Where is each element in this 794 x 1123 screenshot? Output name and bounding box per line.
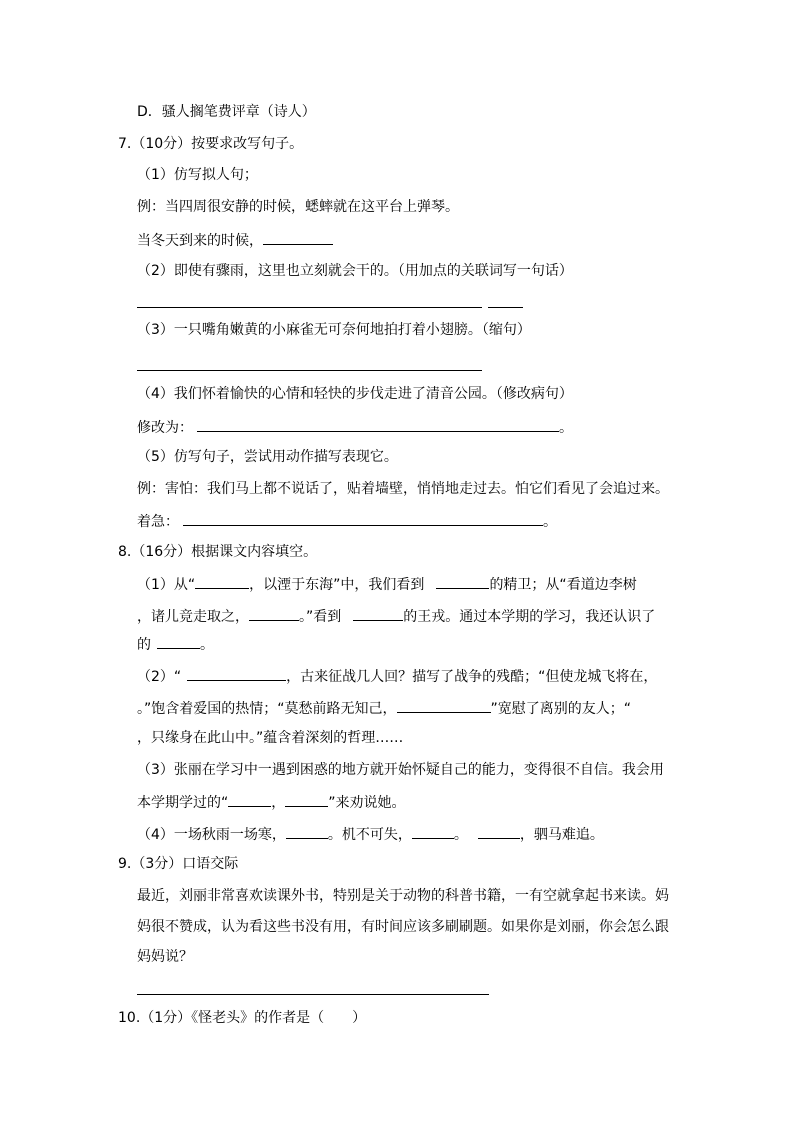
q7-p1-line [137,231,333,247]
q7-p1-label: （1）仿写拟人句； [137,167,258,183]
q7-p1-prompt: 当冬天到来的时候， [137,233,263,249]
period: 。 [559,420,573,436]
q6-option-d: D．骚人搁笔费评章（诗人） [137,104,316,120]
answer-blank[interactable] [157,635,200,649]
q8-p3-line2 [137,793,406,809]
answer-blank[interactable] [195,575,249,589]
text: 的精卫；从“看道边李树 [489,577,637,593]
answer-line[interactable] [137,370,482,371]
text: 的 [137,637,151,653]
q8-p2-line2 [137,699,631,715]
q7-p5-line [137,512,557,528]
q8-p2-line1 [137,667,657,683]
text: ”宽慰了离别的友人；“ [490,701,632,717]
period: 。 [543,514,557,530]
q7-p2-label: （2）即使有骤雨，这里也立刻就会干的。（用加点的关联词写一句话） [137,263,573,279]
text: ，诸儿竞走取之， [137,609,249,625]
q8-p2-line3: ，只缘身在此山中。”蕴含着深刻的哲理…… [137,730,404,746]
text: 。 [200,637,214,653]
q7-p5-prompt: 着急： [137,514,179,530]
text: ， [271,795,286,811]
q9-title: 9.（3分）口语交际 [118,856,239,872]
q7-p5-example: 例：害怕：我们马上都不说话了，贴着墙壁，悄悄地走过去。怕它们看见了会追过来。 [137,481,669,497]
text: （4）一场秋雨一场寒， [137,827,286,843]
answer-blank[interactable] [228,793,271,807]
answer-blank[interactable] [249,607,299,621]
answer-line[interactable] [488,307,523,308]
answer-blank[interactable] [285,793,328,807]
answer-blank[interactable] [412,825,454,839]
q8-p3-line1: （3）张丽在学习中一遇到困惑的地方就开始怀疑自己的能力，变得很不自信。我会用 [137,762,664,778]
answer-line[interactable] [137,307,482,308]
q7-p4-prompt: 修改为： [137,420,193,436]
answer-blank[interactable] [286,825,328,839]
q9-paragraph-line3: 妈妈说？ [137,949,193,965]
q7-p4-label: （4）我们怀着愉快的心情和轻快的步伐走进了清音公园。（修改病句） [137,386,573,402]
text: ，以湮于东海”中，我们看到 [249,577,425,593]
text: （1）从“ [137,577,196,593]
q8-p1-line1 [137,575,637,591]
answer-blank[interactable] [397,699,491,713]
q9-paragraph-line2: 妈很不赞成，认为看这些书没有用，有时间应该多刷刷题。如果你是刘丽，你会怎么跟 [137,919,669,935]
text: 。”饱含着爱国的热情；“莫愁前路无知己， [137,701,397,717]
q8-p1-line3 [137,635,214,651]
q7-p3-label: （3）一只嘴角嫩黄的小麻雀无可奈何地拍打着小翅膀。（缩句） [137,322,531,338]
answer-blank[interactable] [197,418,559,432]
q8-title: 8.（16分）根据课文内容填空。 [118,544,318,560]
text: ”来劝说她。 [328,795,406,811]
text: 的王戎。通过本学期的学习，我还认识了 [403,609,656,625]
answer-blank[interactable] [263,231,333,245]
q10-title: 10.（1分）《怪老头》的作者是（ ） [118,1010,367,1026]
answer-blank[interactable] [436,575,489,589]
answer-blank[interactable] [187,667,286,681]
q9-paragraph-line1: 最近，刘丽非常喜欢读课外书，特别是关于动物的科普书籍，一有空就拿起书来读。妈 [137,888,669,904]
q7-p4-line [137,418,573,434]
answer-blank[interactable] [478,825,520,839]
q8-p4-line [137,825,604,841]
answer-blank[interactable] [353,607,403,621]
text: ，古来征战几人回？描写了战争的残酷；“但使龙城飞将在， [286,669,658,685]
q7-p1-example: 例：当四周很安静的时候，蟋蟀就在这平台上弹琴。 [137,199,459,215]
answer-blank[interactable] [183,512,543,526]
text: （2）“ [137,669,182,685]
text: 。机不可失， [327,827,412,843]
text: 。 [453,827,468,843]
answer-line[interactable] [137,994,489,995]
text: 。”看到 [299,609,342,625]
text: 本学期学过的“ [137,795,229,811]
q8-p1-line2 [137,607,655,623]
q7-p5-label: （5）仿写句子，尝试用动作描写表现它。 [137,449,398,465]
q7-title: 7.（10分）按要求改写句子。 [118,136,304,152]
text: ，驷马难追。 [519,827,604,843]
